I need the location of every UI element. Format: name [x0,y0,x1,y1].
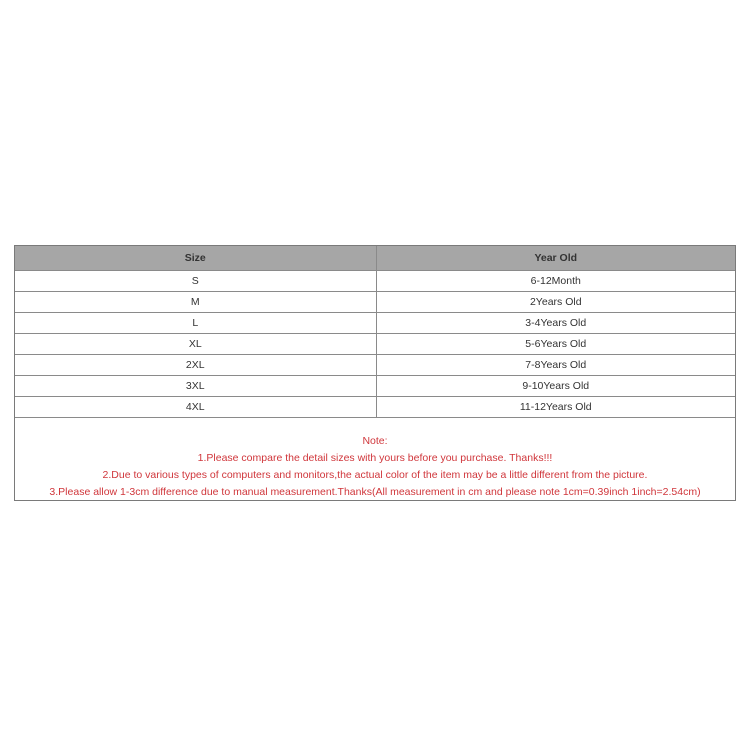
size-cell: 4XL [15,397,376,418]
size-cell: 2XL [15,355,376,376]
size-cell: 3XL [15,376,376,397]
header-year-old: Year Old [376,246,735,271]
age-cell: 3-4Years Old [376,313,735,334]
header-size: Size [15,246,376,271]
size-chart [14,245,736,501]
table-row [15,397,735,418]
note-title: Note: [362,435,388,447]
size-cell: S [15,271,376,292]
size-cell: M [15,292,376,313]
age-cell: 11-12Years Old [376,397,735,418]
size-cell: L [15,313,376,334]
table-row [15,313,735,334]
note-line-3: 3.Please allow 1-3cm difference due to manual measurement.Thanks(All measurement in cm and please note 1cm=0.39inch 1inch=2.54cm) [49,486,701,498]
age-cell: 9-10Years Old [376,376,735,397]
table-row [15,376,735,397]
size-table [15,246,735,418]
table-row [15,292,735,313]
table-row [15,334,735,355]
table-header-row [15,246,735,271]
age-cell: 7-8Years Old [376,355,735,376]
note-line-2: 2.Due to various types of computers and monitors,the actual color of the item may be a little different from the picture. [102,469,648,481]
note-line-1: 1.Please compare the detail sizes with yours before you purchase. Thanks!!! [197,452,553,464]
age-cell: 2Years Old [376,292,735,313]
notes-section [15,433,735,501]
table-row [15,271,735,292]
age-cell: 6-12Month [376,271,735,292]
table-row [15,355,735,376]
size-cell: XL [15,334,376,355]
age-cell: 5-6Years Old [376,334,735,355]
